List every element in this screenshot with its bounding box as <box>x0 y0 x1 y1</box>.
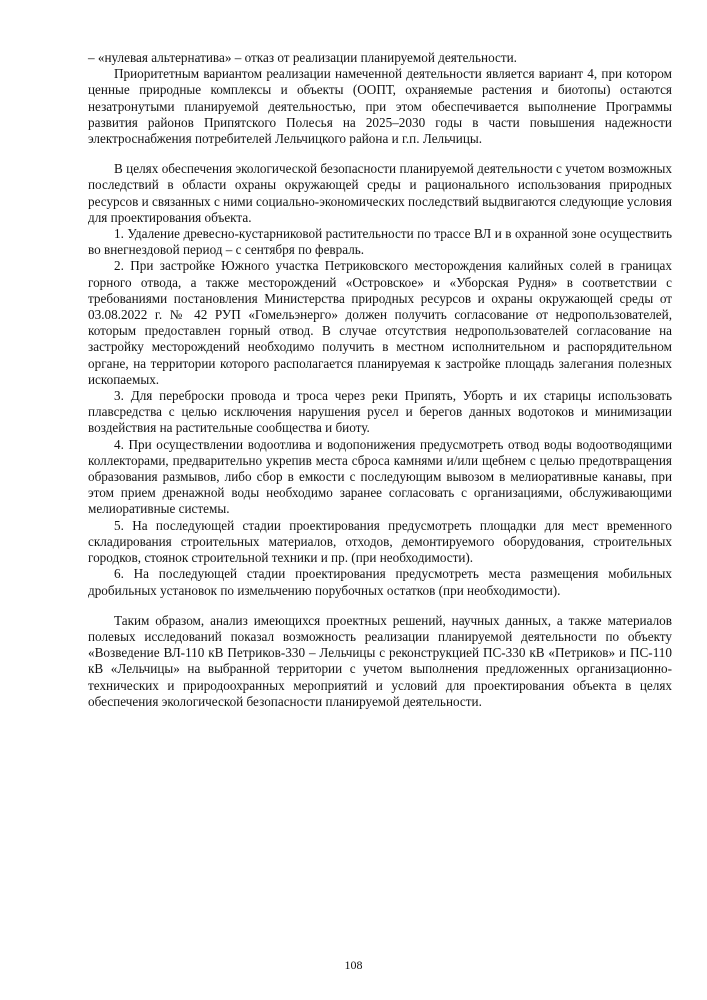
paragraph-conditions-intro: В целях обеспечения экологической безопасности планируемой деятельности с учетом возможных последствий в области охраны окружающей среды и рационального использования природных ресурсов и связанных с ними социально-экономических последствий выдвигаются следующие условия для проектирования объекта. <box>88 161 672 225</box>
paragraph-condition-5: 5. На последующей стадии проектирования предусмотреть площадки для мест временного складирования строительных материалов, отходов, демонтируемого оборудования, строительных городков, стоянок строительной техники и пр. (при необходимости). <box>88 517 672 566</box>
paragraph-condition-1: 1. Удаление древесно-кустарниковой растительности по трассе ВЛ и в охранной зоне осуществить во внегнездовой период – с сентября по февраль. <box>88 226 672 258</box>
paragraph-gap <box>88 599 672 613</box>
page-number: 108 <box>344 958 363 972</box>
paragraph-conclusion: Таким образом, анализ имеющихся проектных решений, научных данных, а также материалов полевых исследований показал возможность реализации планируемой деятельности по объекту «Возведение ВЛ-110 кВ Петриков-330 – Лельчицы с реконструкцией ПС-330 кВ «Петриков» и ПС-110 кВ «Лельчицы» на выбранной территории с учетом выполнения предложенных организационно-технических и природоохранных мероприятий и условий для проектирования объекта в целях обеспечения экологической безопасности планируемой деятельности. <box>88 612 672 709</box>
paragraph-gap <box>88 147 672 161</box>
document-page <box>88 50 672 710</box>
paragraph-zero-alternative: – «нулевая альтернатива» – отказ от реализации планируемой деятельности. <box>88 50 517 65</box>
paragraph-condition-6: 6. На последующей стадии проектирования предусмотреть места размещения мобильных дробильных установок по измельчению порубочных остатков (при необходимости). <box>88 566 672 598</box>
paragraph-condition-3: 3. Для переброски провода и троса через реки Припять, Уборть и их старицы использовать плавсредства с целью исключения нарушения русел и берегов данных водотоков и минимизации воздействия на растительные сообщества и биоту. <box>88 388 672 436</box>
paragraph-condition-2: 2. При застройке Южного участка Петриковского месторождения калийных солей в границах горного отвода, а также месторождений «Островское» и «Уборская Рудня» в соответствии с требованиями постановления Министерства природных ресурсов и охраны окружающей среды от 03.08.2022 г. № 42 РУП «Гомельэнерго» должен получить согласование от недропользователей, которым предоставлен горный отвод. В случае отсутствия недропользователей согласование на застройку месторождений необходимо получить в местном исполнительном и распорядительном органе, на территории которого располагается планируемая к застройке площадь залегания полезных ископаемых. <box>88 258 672 387</box>
paragraph-priority-option: Приоритетным вариантом реализации намеченной деятельности является вариант 4, при котором ценные природные комплексы и объекты (ООПТ, охраняемые растения и биотопы) остаются незатронутыми планируемой деятельностью, при этом обеспечивается выполнение Программы развития районов Припятского Полесья на 2025–2030 годы в части повышения надежности электроснабжения потребителей Лельчицкого района и г.п. Лельчицы. <box>88 66 672 147</box>
paragraph-condition-4: 4. При осуществлении водоотлива и водопонижения предусмотреть отвод воды водоотводящими коллекторами, предварительно укрепив места сброса камнями и/или щебнем с целью предотвращения образования размывов, либо сбор в емкости с последующим вывозом в мелиоративные канавы, при этом прием дренажной воды необходимо заранее согласовать с организациями, обслуживающими мелиоративные системы. <box>88 436 672 517</box>
